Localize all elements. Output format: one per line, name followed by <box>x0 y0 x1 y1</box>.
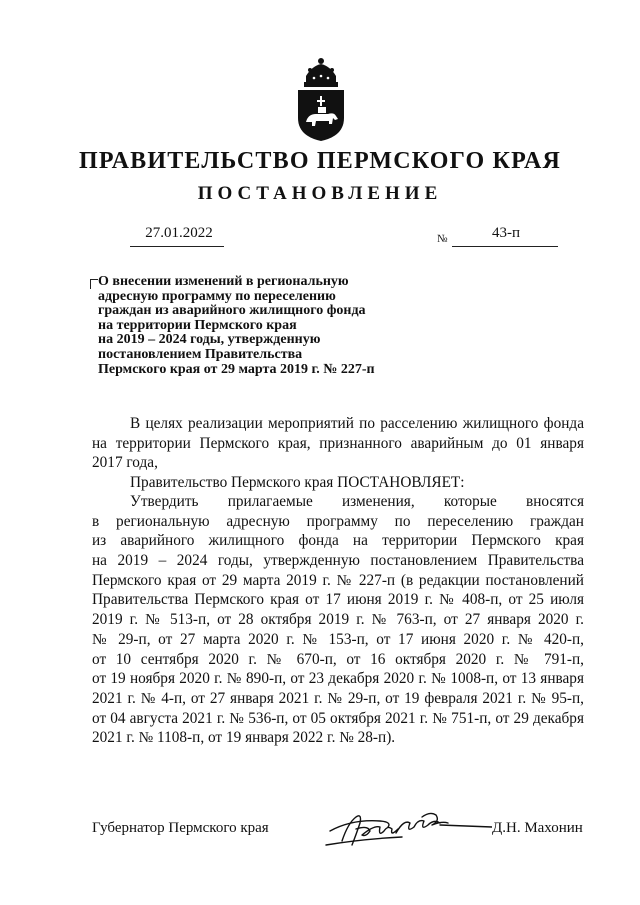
body-line: Пермского края от 29 марта 2019 г. № 227-п (в редакции постановлений <box>92 571 584 589</box>
body-line: 2021 г. № 1108-п, от 19 января 2022 г. № 28-п). <box>92 729 396 747</box>
subject-line: Пермского края от 29 марта 2019 г. № 227-п <box>98 361 375 377</box>
subject-line: на 2019 – 2024 годы, утвержденную <box>98 332 321 348</box>
document-date: 27.01.2022 <box>145 225 213 241</box>
signer-name: Д.Н. Махонин <box>492 820 583 836</box>
crown-icon <box>304 58 338 87</box>
body-line: от 10 сентября 2020 г. № 670-п, от 16 октября 2020 г. № 791-п, <box>92 650 584 668</box>
government-title: ПРАВИТЕЛЬСТВО ПЕРМСКОГО КРАЯ <box>78 148 562 174</box>
subject-line: на территории Пермского края <box>98 317 297 333</box>
body-line: из аварийного жилищного фонда на территории Пермского края <box>92 532 584 550</box>
body-line: на 2019 – 2024 годы, утвержденную постановлением Правительства <box>92 552 584 570</box>
body-line: от 04 августа 2021 г. № 536-п, от 05 октября 2021 г. № 751-п, от 29 декабря <box>92 709 584 727</box>
subject-line: адресную программу по переселению <box>98 288 336 304</box>
date-underline <box>130 246 224 247</box>
body-line: Правительства Пермского края от 17 июня 2019 г. № 408-п, от 25 июля <box>92 591 584 609</box>
body-line: Утвердить прилагаемые изменения, которые вносятся <box>130 493 584 510</box>
handwritten-signature <box>322 805 492 851</box>
body-line: 2017 года, <box>92 454 158 472</box>
subject-line: граждан из аварийного жилищного фонда <box>98 303 366 319</box>
number-sign: № <box>437 233 448 245</box>
body-line: 2021 г. № 4-п, от 27 января 2021 г. № 29-п, от 19 февраля 2021 г. № 95-п, <box>92 689 584 707</box>
body-line: от 19 ноября 2020 г. № 890-п, от 23 декабря 2020 г. № 1008-п, от 13 января <box>92 670 584 688</box>
subject-line: постановлением Правительства <box>98 346 303 362</box>
document-subject <box>98 275 418 377</box>
body-line: 2019 г. № 513-п, от 28 октября 2019 г. № 763-п, от 27 января 2020 г. <box>92 611 584 629</box>
preamble-paragraph <box>92 414 584 473</box>
number-underline <box>452 246 558 247</box>
book-icon <box>318 107 326 113</box>
body-line: в региональную адресную программу по переселению граждан <box>92 512 584 530</box>
coat-of-arms-emblem <box>292 56 350 142</box>
resolution-paragraph <box>92 473 584 493</box>
body-line: Правительство Пермского края ПОСТАНОВЛЯЕТ: <box>130 474 465 491</box>
decision-paragraph <box>92 492 584 748</box>
subject-corner-mark <box>90 279 98 289</box>
signer-position: Губернатор Пермского края <box>92 820 269 836</box>
body-line: В целях реализации мероприятий по расселению жилищного фонда <box>130 415 584 432</box>
body-line: № 29-п, от 27 марта 2020 г. № 153-п, от 17 июня 2020 г. № 420-п, <box>92 630 584 648</box>
body-line: на территории Пермского края, признанного аварийным до 01 января <box>92 434 584 452</box>
document-kind: ПОСТАНОВЛЕНИЕ <box>197 183 443 204</box>
subject-line: О внесении изменений в региональную <box>98 274 349 289</box>
document-number: 43-п <box>491 225 521 241</box>
